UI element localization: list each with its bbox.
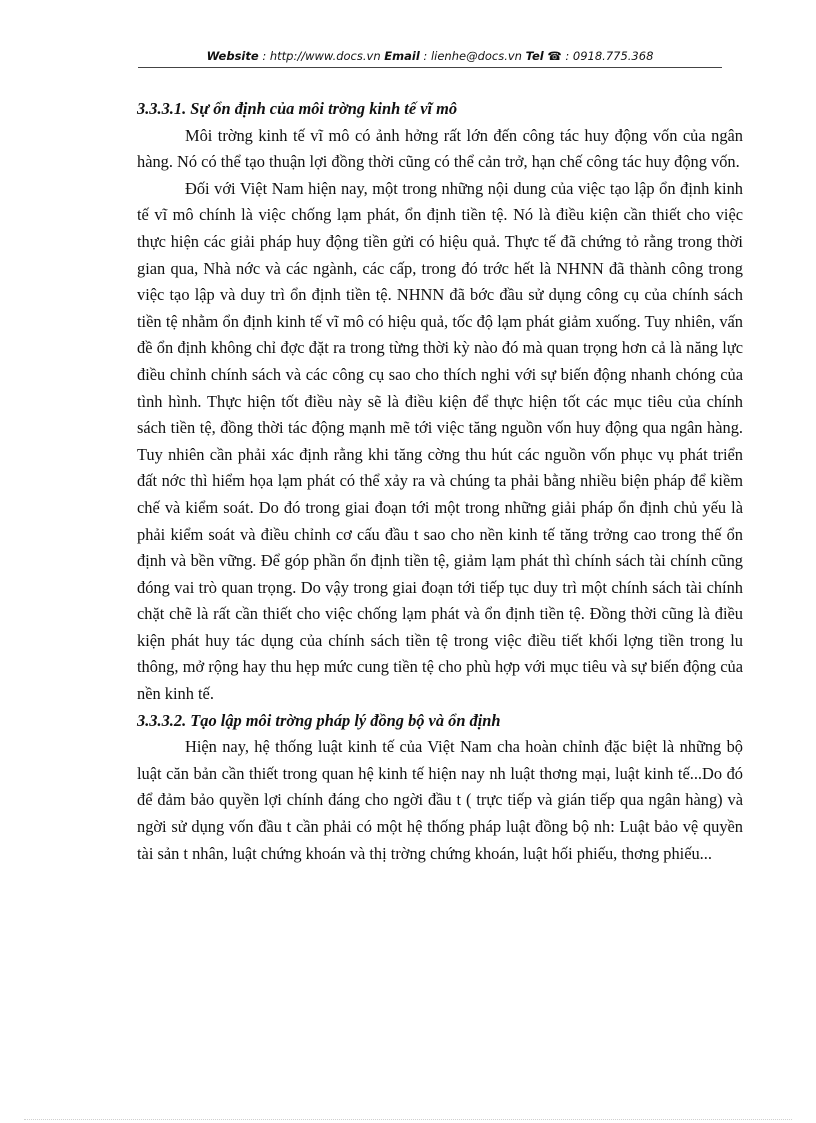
paragraph-1: Môi trờng kinh tế vĩ mô có ảnh hởng rất lớn đến công tác huy động vốn của ngân hàng. Nó có thể tạo thuận lợi đồng thời cũng có thể cản trở, hạn chế công tác huy động vốn.	[137, 125, 743, 172]
bottom-divider	[24, 1119, 792, 1120]
website-label: Website	[206, 49, 259, 63]
section-heading-3-3-3-1: 3.3.3.1. Sự ổn định của môi trờng kinh tế vĩ mô	[137, 99, 458, 118]
tel-label: Tel	[525, 49, 544, 63]
tel-value: : 0918.775.368	[561, 49, 654, 63]
section-heading-3-3-3-2: 3.3.3.2. Tạo lập môi trờng pháp lý đồng bộ và ổn định	[137, 710, 501, 730]
paragraph-2: Đối với Việt Nam hiện nay, một trong những nội dung của việc tạo lập ổn định kinh tế vĩ mô chính là việc chống lạm phát, ổn định tiền tệ. Nó là điều kiện cần thiết cho việc thực hiện các giải pháp huy động tiền gửi có hiệu quả. Thực tế đã chứng tỏ rằng trong thời gian qua, Nhà nớc và các ngành, các cấp, trong đó trớc hết là NHNN đã thành công trong việc tạo lập và duy trì ổn định tiền tệ. NHNN đã bớc đầu sử dụng công cụ của chính sách tiền tệ nhằm ổn định kinh tế vĩ mô có hiệu quả, tốc độ lạm phát giảm xuống. Tuy nhiên, vấn đề ổn định không chỉ đợc đặt ra trong từng thời kỳ nào đó mà quan trọng hơn cả là năng lực điều chỉnh chính sách và các công cụ sao cho thích nghi với sự biến động nhanh chóng của tình hình. Thực hiện tốt điều này sẽ là điều kiện để thực hiện tốt các mục tiêu của chính sách tiền tệ, đồng thời tác động mạnh mẽ tới việc tăng nguồn vốn huy động qua ngân hàng. Tuy nhiên cần phải xác định rằng khi tăng cờng thu hút các nguồn vốn phục vụ phát triển đất nớc thì hiểm họa lạm phát có thể xảy ra và chúng ta phải bằng nhiều biện pháp để kiềm chế và kiểm soát. Do đó trong giai đoạn tới một trong những giải pháp ổn định chủ yếu là phải kiểm soát và điều chỉnh cơ cấu đầu t sao cho nền kinh tế tăng trởng cao trong thế ổn định và bền vững. Để góp phần ổn định tiền tệ, giảm lạm phát thì chính sách tài chính cũng đóng vai trò quan trọng. Do vậy trong giai đoạn tới tiếp tục duy trì một chính sách tài chính chặt chẽ là rất cần thiết cho việc chống lạm phát và ổn định tiền tệ. Đồng thời cũng là điều kiện phát huy tác dụng của chính sách tiền tệ trong việc điều tiết khối lợng tiền trong lu thông, mở rộng hay thu hẹp mức cung tiền tệ cho phù hợp với mục tiêu và sự biến động của nền kinh tế.	[137, 178, 743, 704]
email-value: : lienhe@docs.vn	[419, 49, 526, 63]
email-label: Email	[384, 49, 420, 63]
phone-icon: ☎	[547, 49, 562, 63]
paragraph-3: Hiện nay, hệ thống luật kinh tế của Việt Nam cha hoàn chỉnh đặc biệt là những bộ luật căn bản cần thiết trong quan hệ kinh tế hiện nay nh luật thơng mại, luật kinh tế...Do đó để đảm bảo quyền lợi chính đáng cho ngời đầu t ( trực tiếp và gián tiếp qua ngân hàng) và ngời sử dụng vốn đầu t cần phải có một hệ thống pháp luật đồng bộ nh: Luật bảo vệ quyền tài sản t nhân, luật chứng khoán và thị trờng chứng khoán, luật hối phiếu, thơng phiếu...	[137, 737, 743, 863]
website-value: : http://www.docs.vn	[258, 49, 385, 63]
document-body	[137, 96, 743, 867]
header-divider	[138, 67, 722, 68]
page-header	[138, 49, 722, 63]
